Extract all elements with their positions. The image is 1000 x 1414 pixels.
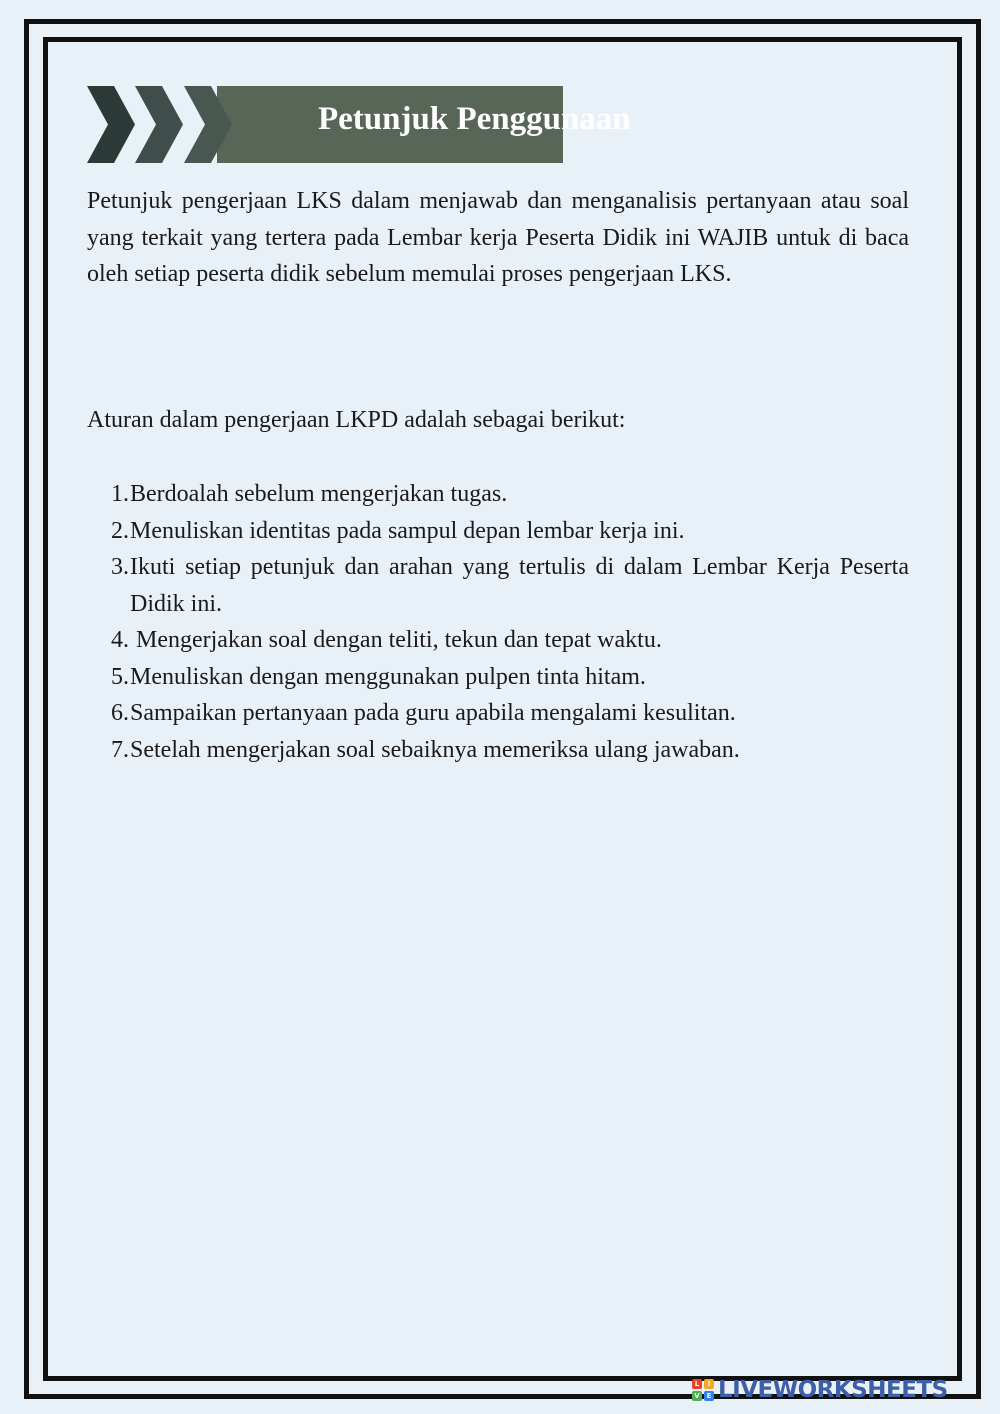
intro-paragraph: Petunjuk pengerjaan LKS dalam menjawab dan menganalisis pertanyaan atau soal yang terkait yang tertera pada Lembar kerja Peserta Didik ini WAJIB untuk di baca oleh setiap peserta didik sebelum memulai proses pengerjaan LKS. [87,188,909,287]
page-title: Petunjuk Penggunaan [318,101,631,137]
list-number: 1. [111,481,129,507]
list-number: 4. [111,627,129,653]
list-item [100,695,909,732]
chevron-icon [135,86,183,163]
list-item [100,513,909,550]
rules-heading: Aturan dalam pengerjaan LKPD adalah sebagai berikut: [87,407,626,433]
liveworksheets-logo-icon [692,1379,714,1401]
list-item [100,659,909,696]
list-text: Ikuti setiap petunjuk dan arahan yang tertulis di dalam Lembar Kerja Peserta Didik ini. [130,554,909,617]
list-item [100,732,909,769]
list-text: Menuliskan dengan menggunakan pulpen tinta hitam. [130,663,646,690]
list-text: Mengerjakan soal dengan teliti, tekun dan tepat waktu. [130,627,662,653]
chevron-icon [87,86,135,163]
logo-letter: I [704,1379,714,1389]
rules-list [100,476,909,768]
watermark-text: LIVEWORKSHEETS [718,1377,948,1403]
triple-chevron-right-icon [87,86,232,163]
list-text: Berdoalah sebelum mengerjakan tugas. [130,481,508,507]
list-text: Menuliskan identitas pada sampul depan lembar kerja ini. [130,517,685,544]
list-item [100,549,909,622]
list-text: Setelah mengerjakan soal sebaiknya memeriksa ulang jawaban. [130,736,740,763]
liveworksheets-watermark [692,1376,948,1404]
logo-letter: L [692,1379,702,1389]
list-item [100,476,909,513]
logo-letter: V [692,1391,702,1401]
section-banner [87,86,631,163]
list-number: 3. [111,554,129,580]
list-number: 5. [111,663,129,690]
logo-letter: E [704,1391,714,1401]
list-number: 2. [111,517,129,544]
list-item [100,622,909,659]
list-text: Sampaikan pertanyaan pada guru apabila mengalami kesulitan. [130,700,736,726]
list-number: 7. [111,736,129,763]
list-number: 6. [111,700,129,726]
